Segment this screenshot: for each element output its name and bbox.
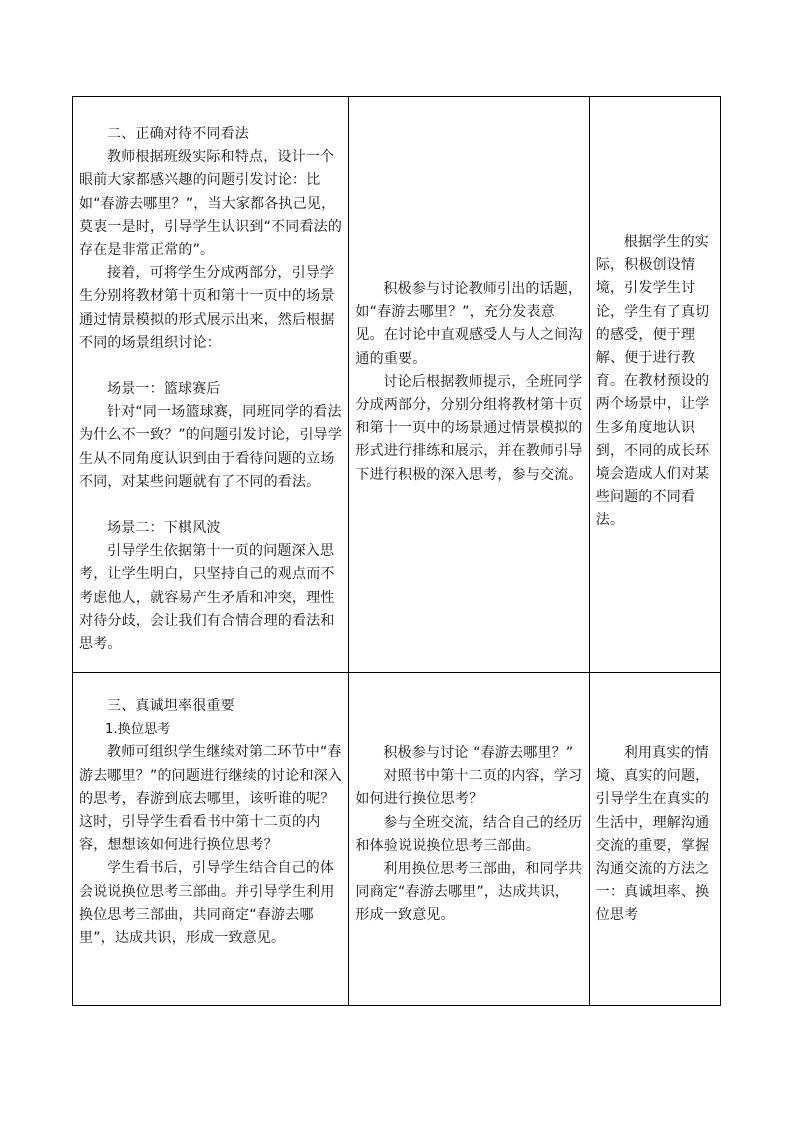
paragraph: 教师根据班级实际和特点，设计一个眼前大家都感兴趣的问题引发讨论：比如“春游去哪里？”，当大家都各执己见，莫衷一是时，引导学生认识到“不同看法的存在是非常正常的”。 [79, 149, 343, 259]
scene-title: 场景一：篮球赛后 [107, 381, 221, 398]
paragraph: 引导学生依据第十一页的问题深入思考，让学生明白，只坚持自己的观点而不考虑他人，就容易产生矛盾和冲突，理性对待分歧，会让我们有合情合理的看法和思考。 [79, 543, 335, 653]
paragraph: 教师可组织学生继续对第二环节中“春游去哪里？”的问题进行继续的讨论和深入的思考，春游到底去哪里，该听谁的呢？这时，引导学生看看书中第十二页的内容，想想该如何进行换位思考？ [79, 744, 343, 854]
paragraph: 对照书中第十二页的内容，学习如何进行换位思考？ [355, 768, 583, 808]
student-activity-cell [349, 673, 589, 1006]
design-intent-cell [589, 97, 720, 673]
paragraph: 利用真实的情境、真实的问题，引导学生在真实的生活中，理解沟通交流的重要，掌握沟通交流的方法之一：真诚坦率、换位思考 [595, 745, 710, 924]
paragraph: 积极参与讨论 “春游去哪里？” [383, 745, 574, 761]
section-heading: 二、正确对待不同看法 [107, 126, 249, 142]
paragraph: 接着，可将学生分成两部分，引导学生分别将教材第十页和第十一页中的场景通过情景模拟的形式展示出来，然后根据不同的场景组织讨论： [79, 265, 335, 351]
table-row [73, 673, 721, 1006]
paragraph: 根据学生的实际，积极创设情境，引发学生讨论，学生有了真切的感受，便于理解、便于进行教育。在教材预设的两个场景中，让学生多角度地认识到，不同的成长环境会造成人们对某些问题的不同看法。 [595, 234, 710, 529]
paragraph: 讨论后根据教师提示，全班同学分成两部分，分别分组将教材第十页和第十一页中的场景通过情景模拟的形式进行排练和展示，并在教师引导下进行积极的深入思考，参与交流。 [355, 373, 583, 483]
table-row [73, 97, 721, 673]
lesson-plan-table [72, 96, 721, 1006]
paragraph: 积极参与讨论教师引出的话题，如“春游去哪里？”，充分发表意见。在讨论中直观感受人与人之间沟通的重要。 [355, 281, 583, 367]
paragraph: 参与全班交流，结合自己的经历和体验说说换位思考三部曲。 [355, 814, 583, 854]
teaching-process-cell [73, 673, 349, 1006]
subsection-title: 1.换位思考 [105, 722, 171, 738]
paragraph: 针对“同一场篮球赛，同班同学的看法为什么不一致？”的问题引发讨论，引导学生从不同角度认识到由于看待问题的立场不同，对某些问题就有了不同的看法。 [79, 404, 343, 490]
paragraph: 学生看书后，引导学生结合自己的体会说说换位思考三部曲。并引导学生利用换位思考三部曲，共同商定“春游去哪里”，达成共识，形成一致意见。 [79, 860, 335, 947]
paragraph: 利用换位思考三部曲，和同学共同商定“春游去哪里”，达成共识，形成一致意见。 [355, 861, 583, 924]
section-heading: 三、真诚坦率很重要 [107, 698, 235, 714]
scene-title: 场景二：下棋风波 [107, 520, 221, 537]
student-activity-cell [349, 97, 589, 673]
design-intent-cell [589, 673, 720, 1006]
teaching-process-cell [73, 97, 349, 673]
